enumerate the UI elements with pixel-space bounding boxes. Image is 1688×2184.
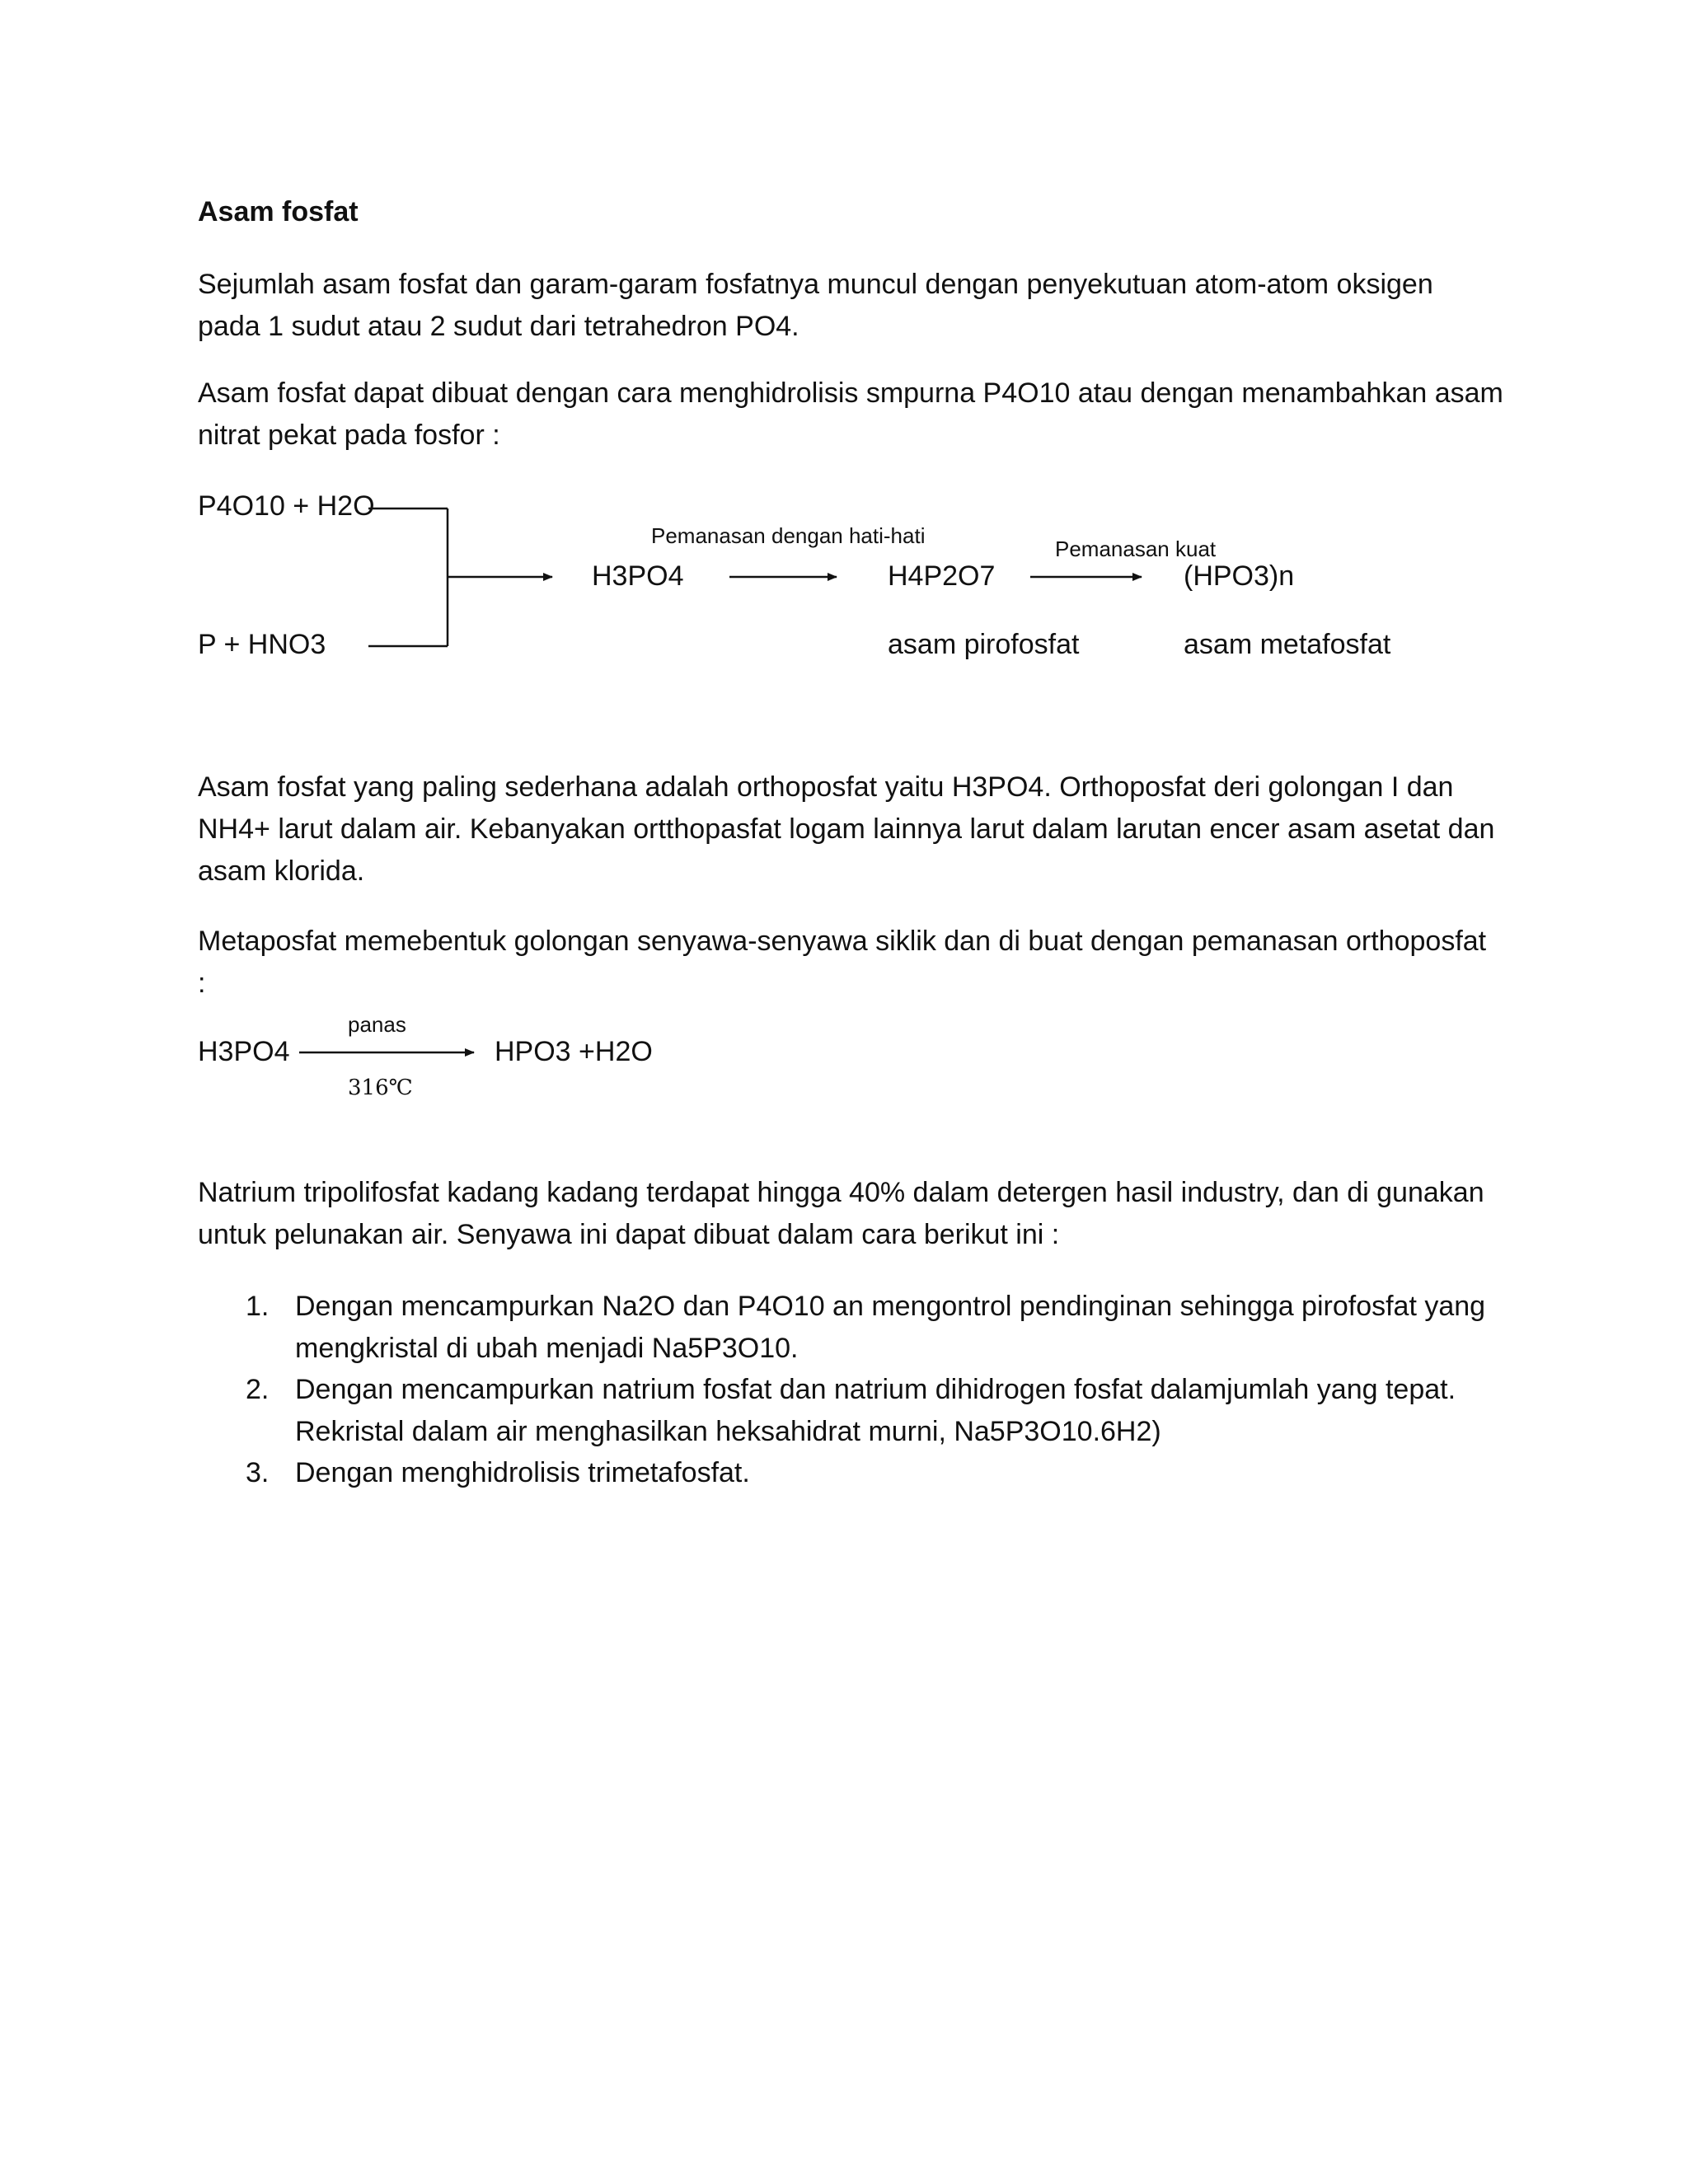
label-heat-careful: Pemanasan dengan hati-hati xyxy=(651,523,926,548)
paragraph-orthophosphate xyxy=(198,766,1495,893)
text-line: Asam fosfat yang paling sederhana adalah orthoposfat yaitu H3PO4. Orthoposfat deri golongan I dan xyxy=(198,771,1454,803)
list-number: 2. xyxy=(246,1374,270,1405)
list-number: 3. xyxy=(246,1457,270,1488)
text-line: : xyxy=(198,968,206,999)
product-h4p2o7: H4P2O7 xyxy=(888,560,996,592)
name-pyrophosphoric-acid: asam pirofosfat xyxy=(888,629,1080,660)
text-line: Sejumlah asam fosfat dan garam-garam fosfatnya muncul dengan penyekutuan atom-atom oksigen xyxy=(198,269,1433,300)
page-title: Asam fosfat xyxy=(198,196,359,227)
text-line: Asam fosfat dapat dibuat dengan cara menghidrolisis smpurna P4O10 atau dengan menambahkan asam xyxy=(198,377,1503,409)
list-text: mengkristal di ubah menjadi Na5P3O10. xyxy=(295,1333,799,1364)
text-line: asam klorida. xyxy=(198,855,365,887)
product-hpo3n: (HPO3)n xyxy=(1184,560,1295,592)
name-metaphosphoric-acid: asam metafosfat xyxy=(1184,629,1391,660)
label-temperature: 316℃ xyxy=(348,1076,413,1100)
list-number: 1. xyxy=(246,1291,270,1322)
label-heat-strong: Pemanasan kuat xyxy=(1055,537,1217,561)
list-text: Dengan mencampurkan Na2O dan P4O10 an mengontrol pendinginan sehingga pirofosfat yang xyxy=(295,1291,1486,1322)
text-line: NH4+ larut dalam air. Kebanyakan ortthopasfat logam lainnya larut dalam larutan encer asam asetat dan xyxy=(198,813,1495,845)
text-line: Natrium tripolifosfat kadang kadang terdapat hingga 40% dalam detergen hasil industry, dan di gunakan xyxy=(198,1177,1484,1208)
list-text: Rekristal dalam air menghasilkan heksahidrat murni, Na5P3O10.6H2) xyxy=(295,1416,1161,1447)
list-text: Dengan menghidrolisis trimetafosfat. xyxy=(295,1457,750,1488)
label-heat: panas xyxy=(348,1012,406,1037)
paragraph-tripolyphosphate xyxy=(198,1172,1492,1256)
list-text: Dengan mencampurkan natrium fosfat dan natrium dihidrogen fosfat dalamjumlah yang tepat. xyxy=(295,1374,1456,1405)
reactant-p4o10-h2o: P4O10 + H2O xyxy=(198,490,375,522)
text-line: pada 1 sudut atau 2 sudut dari tetrahedron PO4. xyxy=(198,311,799,342)
list-item xyxy=(198,1369,1517,1453)
list-item xyxy=(198,1286,1517,1370)
reactant-p-hno3: P + HNO3 xyxy=(198,629,326,660)
text-line: untuk pelunakan air. Senyawa ini dapat dibuat dalam cara berikut ini : xyxy=(198,1219,1060,1250)
paragraph-metaphosphate xyxy=(198,921,1492,1005)
product-h3po4: H3PO4 xyxy=(592,560,684,592)
list-item xyxy=(198,1452,1517,1494)
text-line: nitrat pekat pada fosfor : xyxy=(198,419,500,451)
reactant-h3po4: H3PO4 xyxy=(198,1036,290,1067)
product-hpo3-h2o: HPO3 +H2O xyxy=(495,1036,653,1067)
text-line: Metaposfat memebentuk golongan senyawa-senyawa siklik dan di buat dengan pemanasan orthoposfat xyxy=(198,926,1487,957)
